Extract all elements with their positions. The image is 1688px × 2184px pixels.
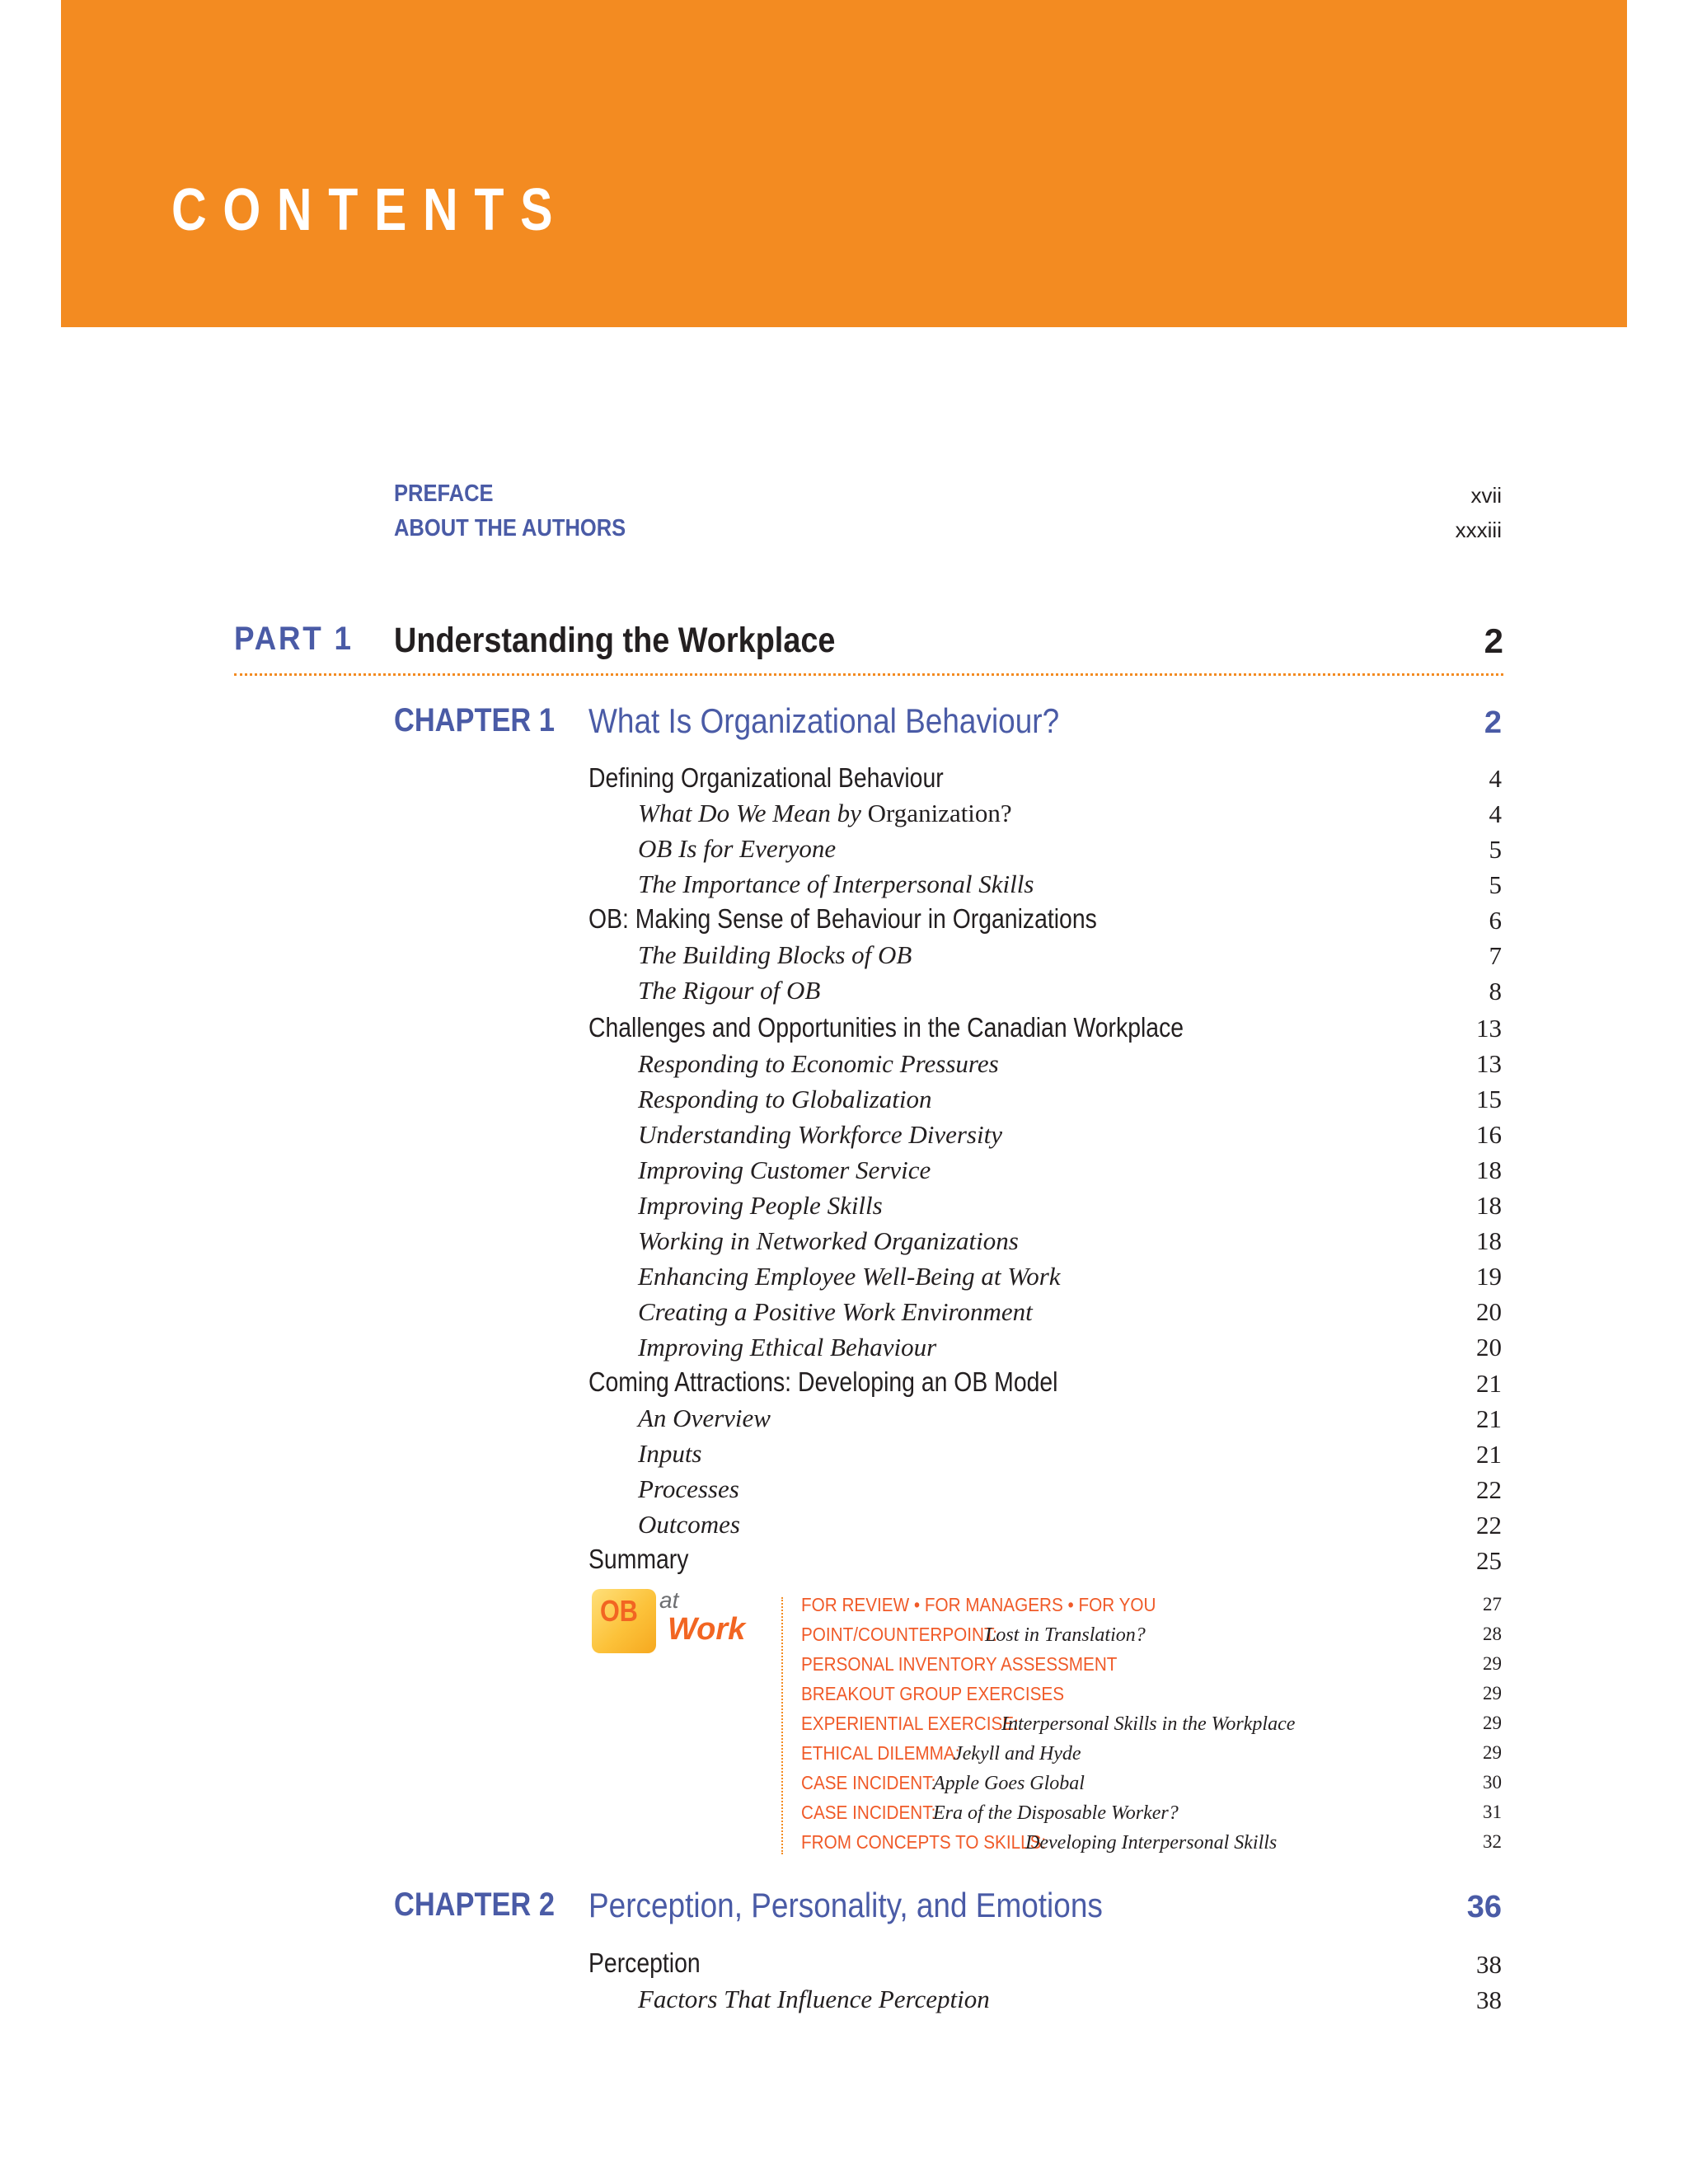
entry-page: 18 <box>1476 1226 1502 1255</box>
toc-entry[interactable]: Factors That Influence Perception <box>638 1985 990 2013</box>
part-divider <box>234 673 1503 676</box>
toc-entry[interactable]: Improving Ethical Behaviour <box>638 1333 937 1361</box>
feature-item[interactable] <box>801 1831 1278 1854</box>
toc-link-part-1[interactable]: Understanding the Workplace <box>394 621 836 660</box>
chapter-page: 2 <box>1484 705 1502 740</box>
entry-page: 18 <box>1476 1155 1502 1184</box>
feature-label: BREAKOUT GROUP EXERCISES <box>801 1683 1065 1704</box>
toc-entry[interactable]: Responding to Globalization <box>638 1085 932 1113</box>
ob-logo-work: Work <box>668 1612 746 1647</box>
toc-link-chapter-1[interactable]: What Is Organizational Behaviour? <box>588 701 1060 740</box>
toc-entry[interactable]: Challenges and Opportunities in the Canadian Workplace <box>588 1012 1184 1043</box>
entry-page: 21 <box>1476 1404 1502 1433</box>
feature-title: Apple Goes Global <box>933 1773 1085 1794</box>
feature-label: CASE INCIDENT: <box>801 1772 936 1793</box>
entry-page: 5 <box>1489 870 1502 899</box>
feature-title: Interpersonal Skills in the Workplace <box>1001 1713 1296 1735</box>
entry-page: 16 <box>1476 1120 1502 1149</box>
feature-page: 30 <box>1483 1772 1502 1793</box>
toc-entry[interactable] <box>638 799 1012 828</box>
feature-page: 31 <box>1483 1802 1502 1822</box>
preface-page: xvii <box>1470 483 1502 508</box>
entry-page: 22 <box>1476 1475 1502 1504</box>
feature-page: 29 <box>1483 1683 1502 1704</box>
ob-logo-at: at <box>659 1587 679 1613</box>
part-page: 2 <box>1484 621 1503 660</box>
header-banner <box>61 0 1627 327</box>
entry-page: 13 <box>1476 1014 1502 1043</box>
toc-link-preface[interactable]: PREFACE <box>394 480 494 507</box>
toc-entry[interactable]: The Building Blocks of OB <box>638 940 912 969</box>
toc-entry[interactable]: Improving Customer Service <box>638 1155 931 1184</box>
page-title: CONTENTS <box>171 177 570 243</box>
feature-page: 27 <box>1483 1594 1502 1615</box>
feature-label: PERSONAL INVENTORY ASSESSMENT <box>801 1653 1118 1675</box>
feature-page: 32 <box>1483 1831 1502 1852</box>
entry-page: 7 <box>1489 941 1502 970</box>
feature-label: FROM CONCEPTS TO SKILLS: <box>801 1831 1047 1853</box>
entry-page: 21 <box>1476 1369 1502 1398</box>
toc-entry[interactable]: Perception <box>588 1947 701 1978</box>
chapter-page: 36 <box>1466 1890 1502 1924</box>
toc-entry[interactable]: Summary <box>588 1544 689 1574</box>
entry-page: 19 <box>1476 1262 1502 1291</box>
entry-page: 8 <box>1489 977 1502 1005</box>
feature-label: ETHICAL DILEMMA: <box>801 1742 960 1764</box>
toc-entry[interactable]: Creating a Positive Work Environment <box>638 1297 1033 1326</box>
ob-at-work-logo <box>592 1589 656 1653</box>
entry-page: 5 <box>1489 835 1502 864</box>
entry-page: 20 <box>1476 1333 1502 1361</box>
feature-item[interactable] <box>801 1802 1179 1824</box>
feature-page: 28 <box>1483 1624 1502 1644</box>
feature-item[interactable] <box>801 1772 1085 1794</box>
entry-page: 38 <box>1476 1950 1502 1979</box>
feature-title: Developing Interpersonal Skills <box>1025 1832 1278 1854</box>
toc-entry[interactable]: OB Is for Everyone <box>638 834 837 863</box>
ob-logo-text: OB <box>600 1594 638 1628</box>
toc-entry[interactable]: Coming Attractions: Developing an OB Model <box>588 1366 1058 1397</box>
toc-link-about-the-authors[interactable]: ABOUT THE AUTHORS <box>394 515 626 541</box>
toc-entry[interactable]: OB: Making Sense of Behaviour in Organizations <box>588 903 1097 934</box>
toc-link-chapter-2[interactable]: Perception, Personality, and Emotions <box>588 1886 1103 1924</box>
entry-page: 6 <box>1489 906 1502 935</box>
toc-entry[interactable]: Understanding Workforce Diversity <box>638 1120 1002 1149</box>
feature-item[interactable] <box>801 1713 1296 1735</box>
entry-emphasis: Organization? <box>867 799 1012 827</box>
entry-page: 4 <box>1489 764 1502 793</box>
toc-entry[interactable]: Defining Organizational Behaviour <box>588 762 944 793</box>
feature-label: POINT/COUNTERPOINT: <box>801 1624 998 1645</box>
feature-title: Era of the Disposable Worker? <box>933 1802 1179 1824</box>
feature-page: 29 <box>1483 1653 1502 1674</box>
feature-label: EXPERIENTIAL EXERCISE: <box>801 1713 1019 1734</box>
entry-page: 38 <box>1476 1985 1502 2014</box>
feature-page: 29 <box>1483 1742 1502 1763</box>
entry-page: 18 <box>1476 1191 1502 1220</box>
toc-entry[interactable]: The Importance of Interpersonal Skills <box>638 869 1034 898</box>
toc-entry[interactable]: Enhancing Employee Well-Being at Work <box>638 1262 1061 1291</box>
entry-page: 22 <box>1476 1511 1502 1540</box>
entry-page: 20 <box>1476 1297 1502 1326</box>
entry-page: 4 <box>1489 799 1502 828</box>
about-the-authors-page: xxxiii <box>1455 518 1502 542</box>
entry-text: What Do We Mean by <box>638 799 868 827</box>
entry-page: 21 <box>1476 1440 1502 1469</box>
part-label: PART 1 <box>234 621 354 657</box>
entry-page: 13 <box>1476 1049 1502 1078</box>
feature-label: CASE INCIDENT: <box>801 1802 936 1823</box>
feature-item[interactable] <box>801 1594 1195 1616</box>
toc-entry[interactable]: Responding to Economic Pressures <box>638 1049 999 1078</box>
entry-page: 15 <box>1476 1085 1502 1113</box>
feature-item[interactable] <box>801 1683 1093 1705</box>
feature-label: FOR REVIEW • FOR MANAGERS • FOR YOU <box>801 1594 1156 1615</box>
toc-entry[interactable]: The Rigour of OB <box>638 976 821 1005</box>
feature-item[interactable] <box>801 1742 1081 1765</box>
toc-entry[interactable]: Improving People Skills <box>638 1191 883 1220</box>
chapter-label: CHAPTER 1 <box>394 702 555 738</box>
feature-title: Jekyll and Hyde <box>954 1743 1081 1765</box>
feature-title: Lost in Translation? <box>985 1624 1146 1646</box>
chapter-label: CHAPTER 2 <box>394 1886 555 1923</box>
feature-item[interactable] <box>801 1624 1146 1646</box>
toc-entry[interactable]: Inputs <box>638 1439 702 1468</box>
toc-entry[interactable]: An Overview <box>638 1404 771 1432</box>
toc-entry[interactable]: Processes <box>638 1474 739 1503</box>
entry-page: 25 <box>1476 1546 1502 1575</box>
feature-divider <box>781 1597 783 1854</box>
feature-item[interactable] <box>801 1653 1152 1675</box>
feature-page: 29 <box>1483 1713 1502 1733</box>
toc-entry[interactable]: Working in Networked Organizations <box>638 1226 1019 1255</box>
toc-entry[interactable]: Outcomes <box>638 1510 740 1539</box>
